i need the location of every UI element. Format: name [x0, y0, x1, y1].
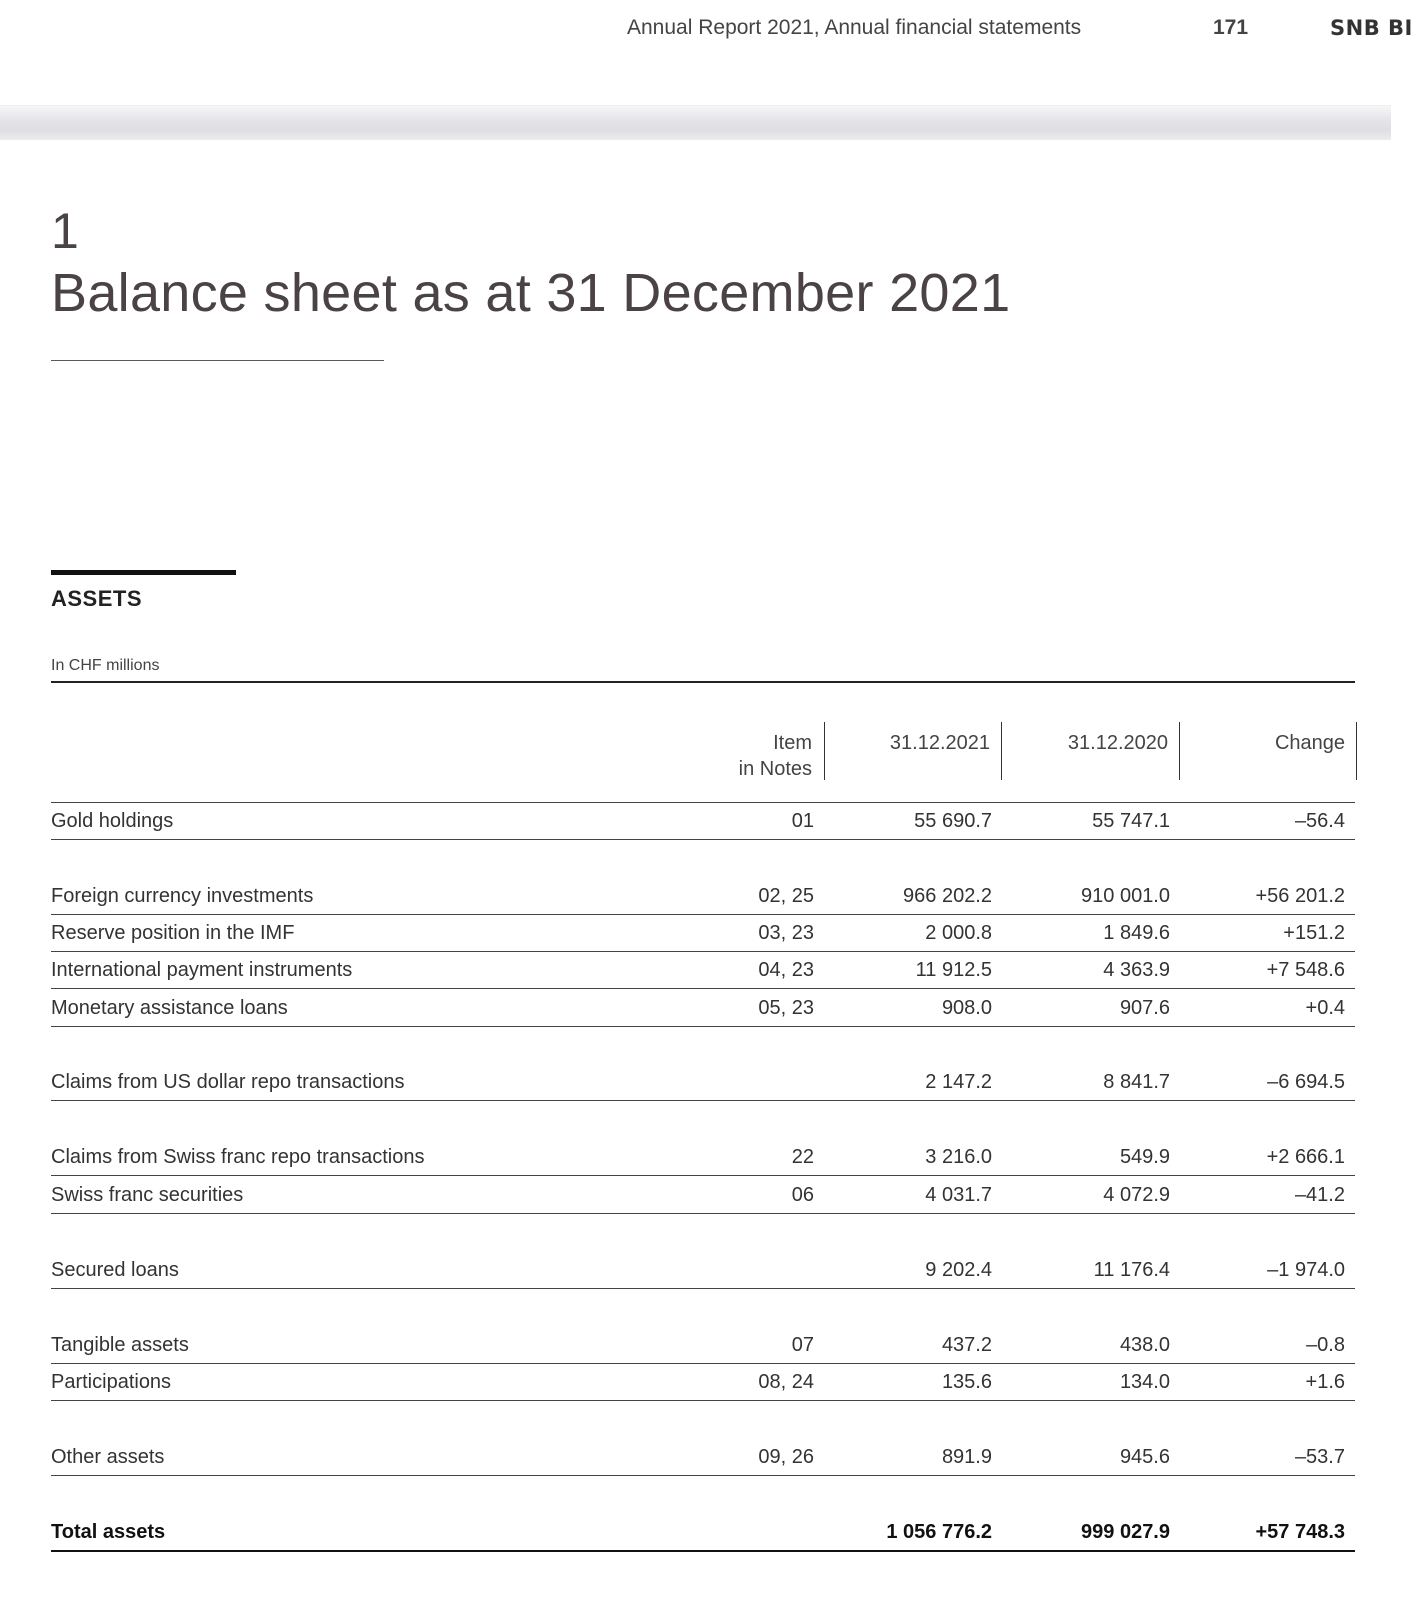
row-change: +2 666.1 — [1266, 1146, 1345, 1168]
section-title: ASSETS — [51, 586, 143, 611]
table-row — [51, 803, 1355, 840]
table-row — [51, 878, 1355, 915]
row-value-2021: 966 202.2 — [903, 885, 992, 907]
column-header-notes-line2: in Notes — [738, 758, 812, 780]
row-value-2021: 11 912.5 — [915, 959, 992, 981]
table-row — [51, 1252, 1355, 1289]
row-change: +56 201.2 — [1255, 885, 1345, 907]
page-title: Balance sheet as at 31 December 2021 — [51, 263, 1011, 323]
column-header-notes-line1: Item — [773, 732, 812, 754]
row-label: Tangible assets — [51, 1334, 189, 1356]
total-change: +57 748.3 — [1255, 1521, 1345, 1543]
row-value-2020: 4 072.9 — [1103, 1184, 1170, 1206]
row-change: –41.2 — [1294, 1184, 1345, 1206]
column-separator — [1179, 722, 1180, 780]
row-note: 06 — [791, 1184, 814, 1206]
column-header-notes — [700, 730, 812, 782]
row-value-2021: 4 031.7 — [925, 1184, 992, 1206]
table-top-rule — [51, 681, 1355, 683]
column-header-change: Change — [1274, 732, 1345, 754]
row-change: –1 974.0 — [1267, 1259, 1345, 1281]
row-value-2020: 55 747.1 — [1092, 810, 1170, 832]
column-separator — [824, 722, 825, 780]
chapter-number: 1 — [51, 203, 79, 259]
row-change: +0.4 — [1305, 997, 1345, 1019]
column-separator — [1001, 722, 1002, 780]
table-row — [51, 1139, 1355, 1176]
total-row — [51, 1514, 1355, 1552]
row-value-2021: 2 000.8 — [925, 922, 992, 944]
section-accent-bar — [51, 570, 236, 575]
column-header-2020: 31.12.2020 — [1067, 732, 1168, 754]
row-value-2020: 549.9 — [1119, 1146, 1170, 1168]
total-value-2020: 999 027.9 — [1081, 1521, 1170, 1543]
row-label: Gold holdings — [51, 810, 174, 832]
row-value-2020: 438.0 — [1119, 1334, 1170, 1356]
row-note: 09, 26 — [758, 1446, 814, 1468]
row-label: International payment instruments — [51, 959, 353, 981]
title-divider — [51, 360, 384, 361]
row-change: –6 694.5 — [1267, 1071, 1345, 1093]
row-note: 05, 23 — [758, 997, 814, 1019]
table-row — [51, 1177, 1355, 1214]
table-row — [51, 990, 1355, 1027]
report-header-title: Annual Report 2021, Annual financial statements — [627, 16, 1082, 39]
row-value-2021: 9 202.4 — [925, 1259, 992, 1281]
row-value-2021: 2 147.2 — [925, 1071, 992, 1093]
row-note: 07 — [791, 1334, 814, 1356]
row-value-2020: 1 849.6 — [1103, 922, 1170, 944]
row-value-2020: 8 841.7 — [1103, 1071, 1170, 1093]
total-label: Total assets — [51, 1521, 166, 1543]
row-value-2020: 945.6 — [1119, 1446, 1170, 1468]
row-value-2020: 134.0 — [1119, 1371, 1170, 1393]
brand-label: SNB BI — [1330, 16, 1413, 40]
row-note: 08, 24 — [758, 1371, 814, 1393]
row-change: +1.6 — [1305, 1371, 1345, 1393]
header-band — [0, 105, 1391, 140]
row-value-2021: 3 216.0 — [925, 1146, 992, 1168]
row-label: Participations — [51, 1371, 172, 1393]
table-row — [51, 1064, 1355, 1101]
row-label: Reserve position in the IMF — [51, 922, 295, 944]
row-label: Other assets — [51, 1446, 165, 1468]
row-change: +7 548.6 — [1266, 959, 1345, 981]
row-note: 22 — [791, 1146, 814, 1168]
row-value-2020: 910 001.0 — [1081, 885, 1170, 907]
row-note: 03, 23 — [758, 922, 814, 944]
table-row — [51, 1364, 1355, 1401]
row-value-2021: 908.0 — [941, 997, 992, 1019]
row-change: +151.2 — [1283, 922, 1345, 944]
row-change: –53.7 — [1294, 1446, 1345, 1468]
row-label: Secured loans — [51, 1259, 179, 1281]
column-header-2021: 31.12.2021 — [889, 732, 990, 754]
row-label: Claims from Swiss franc repo transactions — [51, 1146, 425, 1168]
page-number: 171 — [1213, 16, 1249, 39]
row-label: Foreign currency investments — [51, 885, 314, 907]
table-row — [51, 915, 1355, 952]
row-change: –0.8 — [1306, 1334, 1345, 1356]
row-note: 01 — [791, 810, 814, 832]
row-value-2020: 4 363.9 — [1103, 959, 1170, 981]
row-value-2020: 907.6 — [1119, 997, 1170, 1019]
unit-label: In CHF millions — [51, 657, 160, 674]
row-change: –56.4 — [1294, 810, 1345, 832]
row-value-2021: 437.2 — [941, 1334, 992, 1356]
table-row — [51, 1327, 1355, 1364]
column-separator — [1356, 722, 1357, 780]
row-label: Swiss franc securities — [51, 1184, 244, 1206]
row-label: Claims from US dollar repo transactions — [51, 1071, 405, 1093]
row-value-2020: 11 176.4 — [1093, 1259, 1170, 1281]
table-row — [51, 952, 1355, 989]
row-note: 04, 23 — [758, 959, 814, 981]
row-label: Monetary assistance loans — [51, 997, 288, 1019]
row-value-2021: 55 690.7 — [914, 810, 992, 832]
row-value-2021: 891.9 — [941, 1446, 992, 1468]
total-value-2021: 1 056 776.2 — [886, 1521, 992, 1543]
row-value-2021: 135.6 — [941, 1371, 992, 1393]
table-row — [51, 1439, 1355, 1476]
row-note: 02, 25 — [758, 885, 814, 907]
